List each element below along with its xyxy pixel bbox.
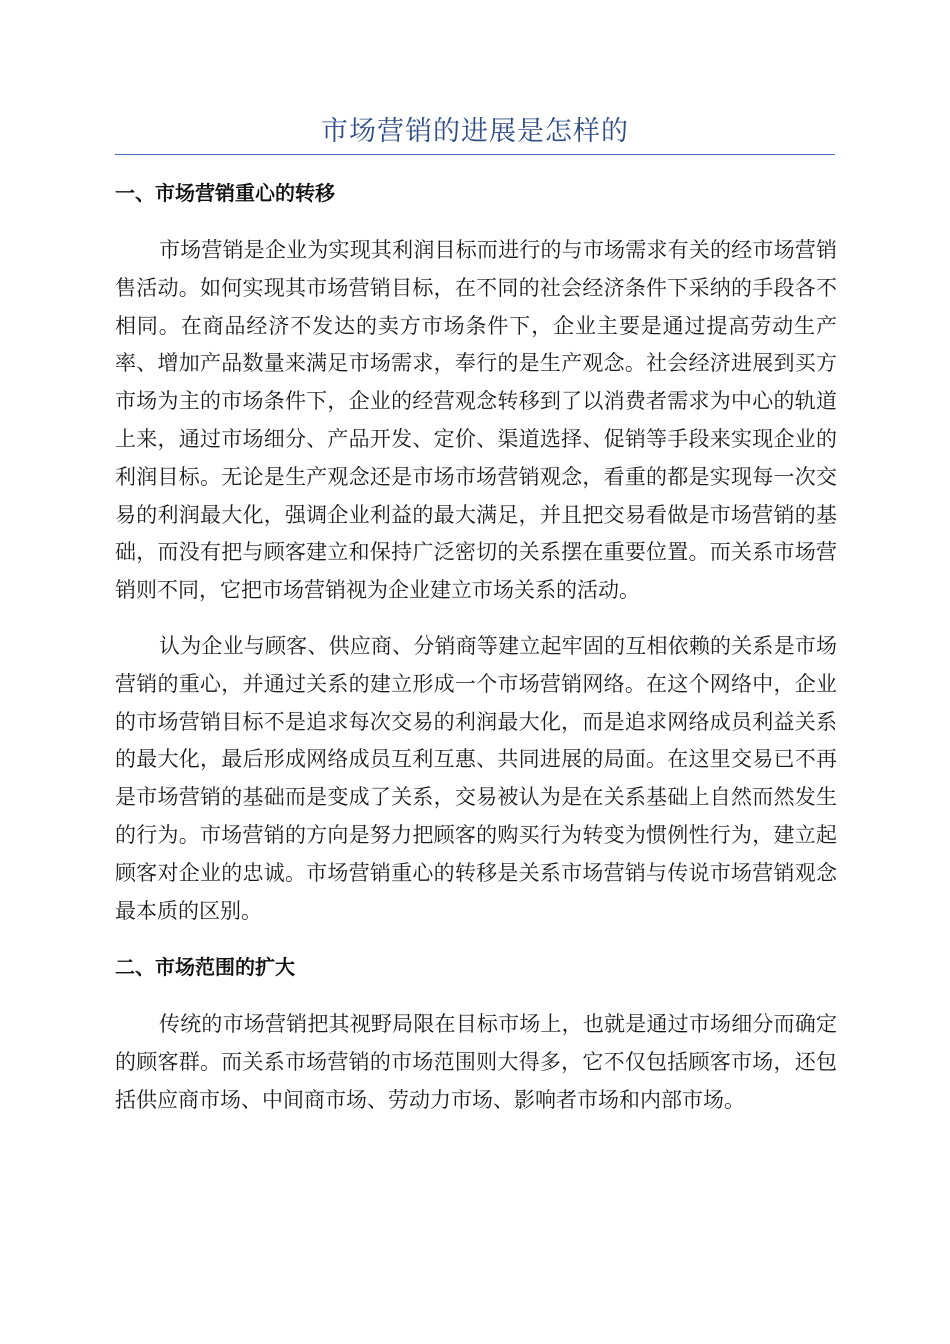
document-body — [115, 174, 837, 1120]
section-1-paragraph-2: 认为企业与顾客、供应商、分销商等建立起牢固的互相依赖的关系是市场营销的重心，并通过关系的建立形成一个市场营销网络。在这个网络中，企业的市场营销目标不是追求每次交易的利润最大化，而是追求网络成员利益关系的最大化，最后形成网络成员互利互惠、共同进展的局面。在这里交易已不再是市场营销的基础而是变成了关系，交易被认为是在关系基础上自然而然发生的行为。市场营销的方向是努力把顾客的购买行为转变为惯例性行为，建立起顾客对企业的忠诚。市场营销重心的转移是关系市场营销与传说市场营销观念最本质的区别。 — [115, 633, 837, 923]
section-2-paragraph-1: 传统的市场营销把其视野局限在目标市场上，也就是通过市场细分而确定的顾客群。而关系市场营销的市场范围则大得多，它不仅包括顾客市场，还包括供应商市场、中间商市场、劳动力市场、影响者市场和内部市场。 — [115, 1012, 837, 1112]
section-1-paragraph-1: 市场营销是企业为实现其利润目标而进行的与市场需求有关的经市场营销售活动。如何实现其市场营销目标，在不同的社会经济条件下采纳的手段各不相同。在商品经济不发达的卖方市场条件下，企业主要是通过提高劳动生产率、增加产品数量来满足市场需求，奉行的是生产观念。社会经济进展到买方市场为主的市场条件下，企业的经营观念转移到了以消费者需求为中心的轨道上来，通过市场细分、产品开发、定价、渠道选择、促销等手段来实现企业的利润目标。无论是生产观念还是市场市场营销观念，看重的都是实现每一次交易的利润最大化，强调企业利益的最大满足，并且把交易看做是市场营销的基础，而没有把与顾客建立和保持广泛密切的关系摆在重要位置。而关系市场营销则不同，它把市场营销视为企业建立市场关系的活动。 — [115, 238, 837, 603]
document-title: 市场营销的进展是怎样的 — [321, 116, 629, 147]
title-underline — [115, 154, 835, 155]
section-heading-2: 二、市场范围的扩大 — [115, 955, 295, 980]
section-heading-1: 一、市场营销重心的转移 — [115, 181, 335, 205]
